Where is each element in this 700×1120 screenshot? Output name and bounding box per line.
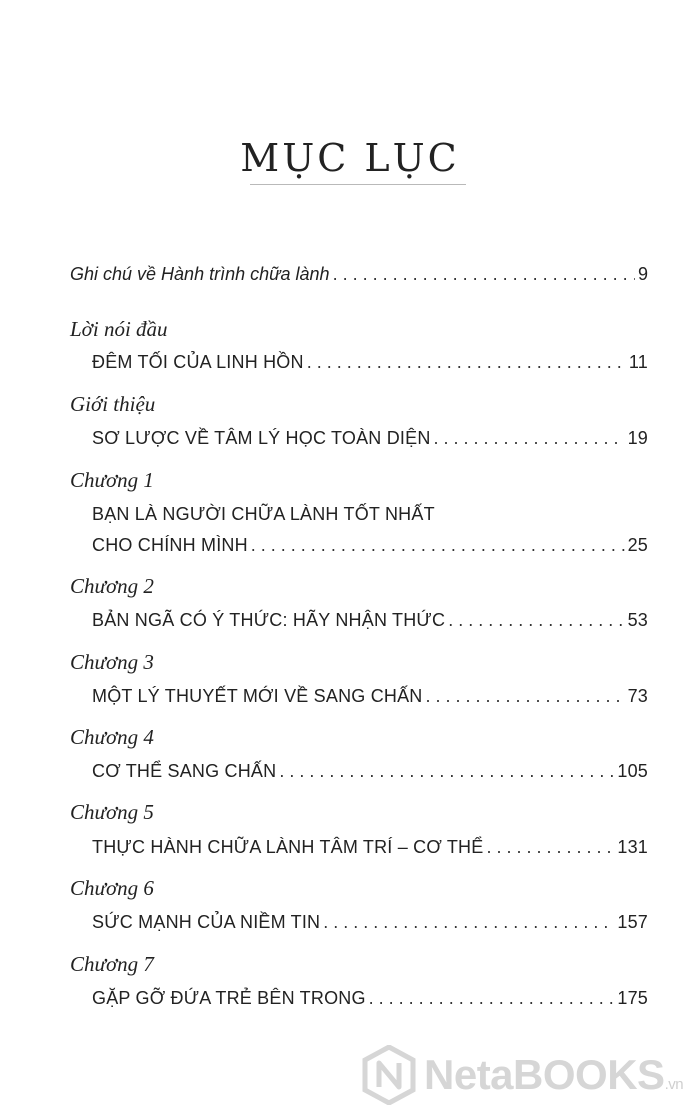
chapter-heading: Chương 7 xyxy=(70,952,154,976)
page-title: MỤC LỤC xyxy=(240,136,460,180)
dot-leader xyxy=(333,262,635,286)
chapter-heading: Lời nói đầu xyxy=(70,317,168,341)
netabooks-logo-icon xyxy=(362,1045,416,1105)
watermark-brand: NetaBOOKS xyxy=(424,1051,665,1098)
title-underline xyxy=(250,184,466,185)
chapter-heading: Chương 5 xyxy=(70,800,154,824)
chapter-heading: Chương 4 xyxy=(70,725,154,749)
toc-entry-chapter-3[interactable] xyxy=(92,684,648,708)
toc-entry-chapter-7[interactable] xyxy=(92,986,648,1010)
watermark-suffix: .vn xyxy=(664,1076,684,1093)
toc-entry-label: ĐÊM TỐI CỦA LINH HỒN xyxy=(92,352,304,372)
toc-entry-page: 175 xyxy=(617,988,648,1008)
toc-entry-chapter-5[interactable] xyxy=(92,835,648,859)
toc-entry-label: SỨC MẠNH CỦA NIỀM TIN xyxy=(92,912,321,932)
toc-entry-chapter-1[interactable] xyxy=(92,533,648,557)
toc-entry-page: 105 xyxy=(617,761,648,781)
toc-entry-label: SƠ LƯỢC VỀ TÂM LÝ HỌC TOÀN DIỆN xyxy=(92,428,431,448)
toc-entry-label: CƠ THỂ SANG CHẤN xyxy=(92,761,277,781)
toc-entry-label: MỘT LÝ THUYẾT MỚI VỀ SANG CHẤN xyxy=(92,686,423,706)
toc-entry-chapter-4[interactable] xyxy=(92,759,648,783)
toc-entry-page: 9 xyxy=(637,264,648,284)
dot-leader xyxy=(307,350,626,374)
toc-entry-label: CHO CHÍNH MÌNH xyxy=(92,535,248,555)
toc-entry-preface[interactable] xyxy=(92,350,648,374)
dot-leader xyxy=(434,426,625,450)
toc-entry-label: BẢN NGÃ CÓ Ý THỨC: HÃY NHẬN THỨC xyxy=(92,610,446,630)
toc-entry-introduction[interactable] xyxy=(92,426,648,450)
toc-entry-page: 25 xyxy=(627,535,648,555)
toc-entry-page: 131 xyxy=(617,837,648,857)
toc-entry-page: 11 xyxy=(628,352,648,372)
toc-entry-chapter-6[interactable] xyxy=(92,910,648,934)
watermark xyxy=(362,1045,683,1105)
chapter-heading: Chương 6 xyxy=(70,876,154,900)
dot-leader xyxy=(323,910,614,934)
chapter-heading: Chương 1 xyxy=(70,468,154,492)
toc-entry-label: THỰC HÀNH CHỮA LÀNH TÂM TRÍ – CƠ THỂ xyxy=(92,837,484,857)
toc-entry-notes[interactable] xyxy=(70,262,648,286)
chapter-heading: Giới thiệu xyxy=(70,392,156,416)
toc-entry-page: 73 xyxy=(627,686,648,706)
chapter-heading: Chương 3 xyxy=(70,650,154,674)
dot-leader xyxy=(369,986,615,1010)
toc-entry-page: 19 xyxy=(627,428,648,448)
toc-entry-chapter-2[interactable] xyxy=(92,608,648,632)
toc-entry-label-line1: BẠN LÀ NGƯỜI CHỮA LÀNH TỐT NHẤT xyxy=(92,504,435,524)
chapter-heading: Chương 2 xyxy=(70,574,154,598)
toc-entry-page: 53 xyxy=(627,610,648,630)
toc-entry-label: Ghi chú về Hành trình chữa lành xyxy=(70,264,330,284)
toc-entry-page: 157 xyxy=(617,912,648,932)
toc-entry-label: GẶP GỠ ĐỨA TRẺ BÊN TRONG xyxy=(92,988,366,1008)
dot-leader xyxy=(486,835,614,859)
watermark-text xyxy=(424,1051,683,1099)
dot-leader xyxy=(251,533,625,557)
dot-leader xyxy=(279,759,614,783)
dot-leader xyxy=(448,608,624,632)
dot-leader xyxy=(426,684,625,708)
